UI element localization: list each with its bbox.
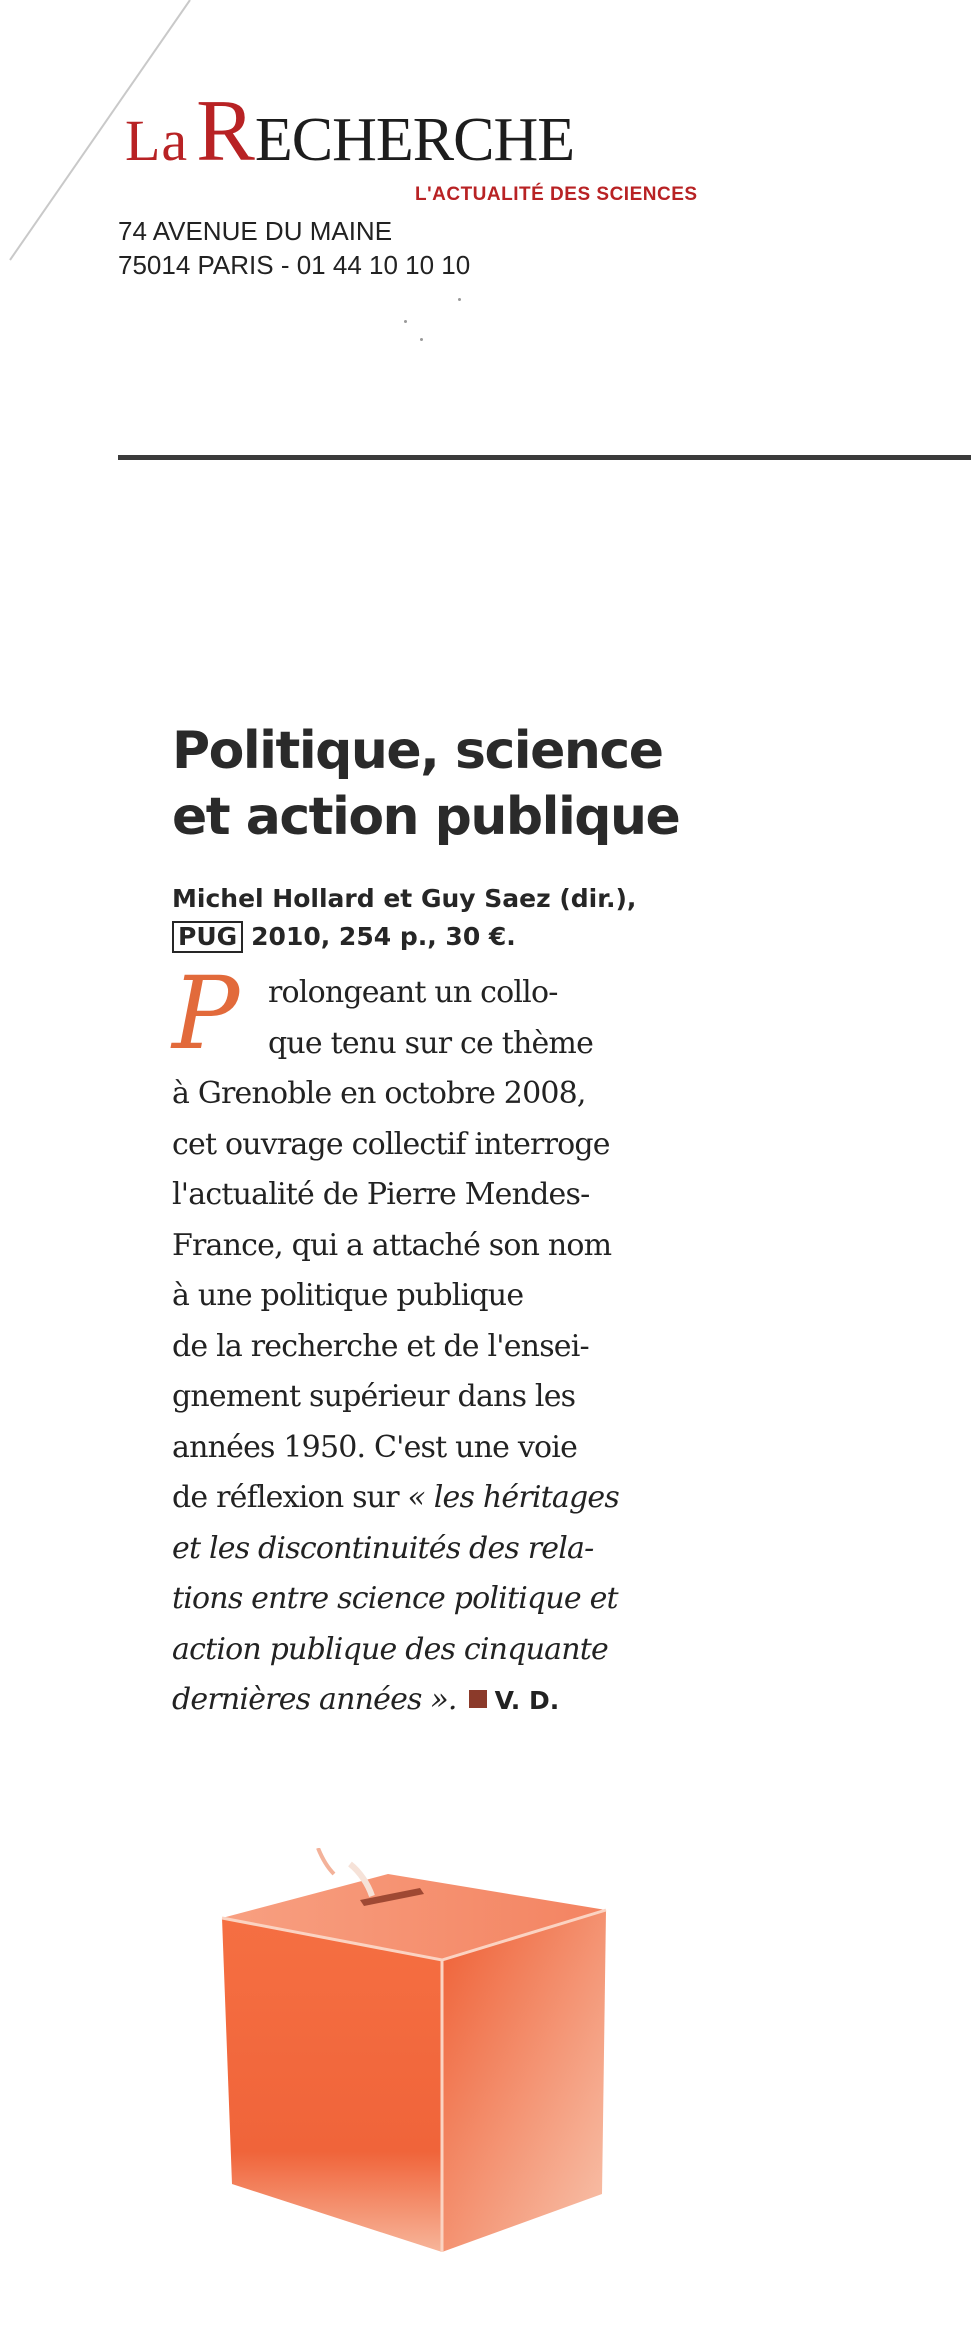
book-byline (172, 880, 732, 956)
quote-line: action publique des cinquante (172, 1631, 608, 1667)
address-street: 74 AVENUE DU MAINE (118, 216, 393, 246)
drop-cap: P (172, 955, 239, 1072)
body-line: gnement supérieur dans les (172, 1379, 576, 1414)
body-line: de la recherche et de l'ensei- (172, 1328, 589, 1364)
logo-rest: ECHERCHE (254, 106, 575, 174)
scan-speck (458, 298, 461, 301)
body-line: que tenu sur ce thème (268, 1025, 594, 1061)
body-line: à Grenoble en octobre 2008, (172, 1076, 586, 1111)
logo-r: R (196, 83, 255, 180)
article-body (172, 955, 732, 1727)
scan-speck (404, 320, 407, 323)
headline-line: et action publique (172, 787, 680, 847)
header-rule (118, 455, 971, 460)
logo-wordmark (125, 83, 575, 180)
dropcap-block (172, 955, 732, 1072)
logo-la: La (125, 108, 189, 173)
address-city-phone: 75014 PARIS - 01 44 10 10 10 (118, 250, 471, 280)
quote-line: et les discontinuités des rela- (172, 1530, 594, 1566)
dropcap-lines (172, 968, 593, 1069)
scan-speck (420, 338, 423, 341)
ballot-box-icon (210, 1848, 630, 2268)
byline-details: 2010, 254 p., 30 €. (251, 922, 516, 951)
body-line-final (172, 1675, 732, 1727)
article-headline (172, 718, 732, 850)
body-text: de réflexion sur (172, 1480, 408, 1515)
quote-line: tions entre science politique et (172, 1581, 618, 1616)
body-line: rolongeant un collo- (268, 975, 558, 1010)
quote-start: « les héritages (407, 1480, 619, 1515)
headline-line: Politique, science (172, 721, 663, 781)
body-line: France, qui a attaché son nom (172, 1227, 612, 1263)
publisher-address (118, 214, 470, 282)
body-line: années 1950. C'est une voie (172, 1429, 578, 1465)
byline-details-row (172, 918, 732, 956)
body-line (172, 1473, 732, 1524)
body-line: à une politique publique (172, 1278, 524, 1313)
body-line: l'actualité de Pierre Mendes- (172, 1177, 590, 1212)
publisher-badge: PUG (172, 921, 243, 953)
body-line: cet ouvrage collectif interroge (172, 1126, 610, 1162)
end-mark-icon (469, 1690, 487, 1708)
byline-authors: Michel Hollard et Guy Saez (dir.), (172, 884, 637, 913)
logo-tagline: L'ACTUALITÉ DES SCIENCES (415, 184, 698, 205)
review-article (172, 718, 732, 1727)
author-signature: V. D. (494, 1686, 560, 1715)
quote-end: dernières années ». (172, 1682, 457, 1717)
masthead-logo (125, 83, 705, 205)
